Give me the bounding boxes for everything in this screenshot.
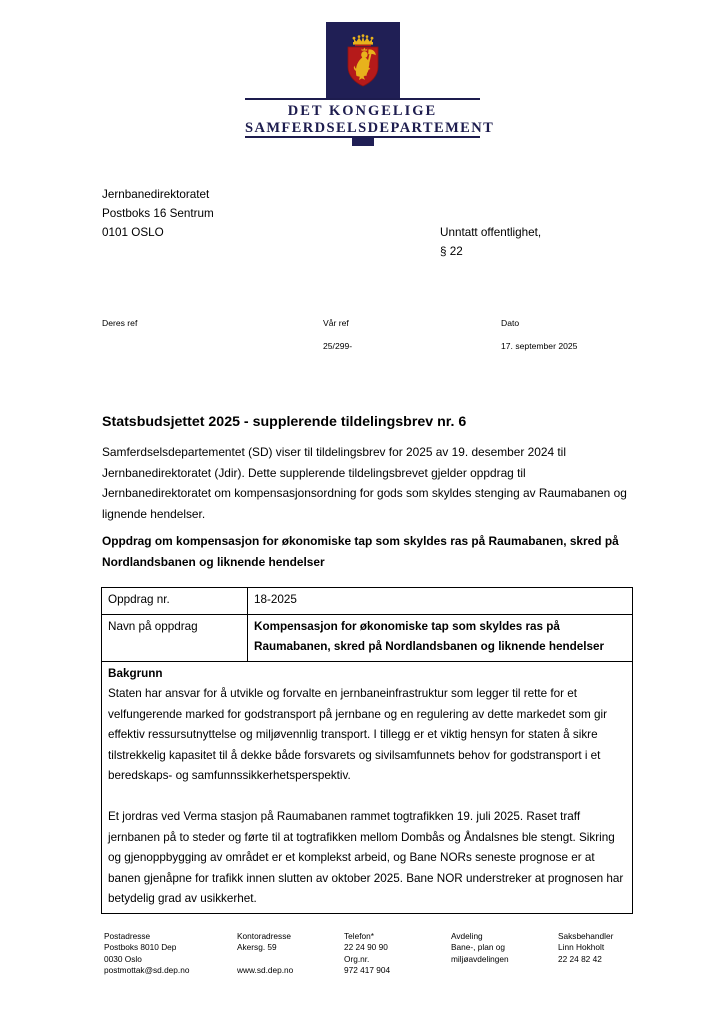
footer-telephone [344, 931, 390, 977]
oppdrag-navn-label: Navn på oppdrag [102, 614, 248, 661]
footer-col2-head: Kontoradresse [237, 931, 291, 941]
exemption-note [440, 223, 541, 261]
bakgrunn-heading: Bakgrunn [108, 666, 163, 680]
bakgrunn-paragraph-2: Et jordras ved Verma stasjon på Raumabanen rammet togtrafikken 19. juli 2025. Raset traff jernbanen på to steder og førte til at togtrafikken mellom Dombås og Åndalsnes ble stengt. Sikring og gjenoppbygging av området er et komplekst arbeid, og Bane NORs seneste prognose er at banen gjenåpne for trafikk innen slutten av oktober 2025. Bane NOR understreker at prognosen har betydelig grad av usikkerhet. [108, 810, 624, 905]
recipient-address [102, 185, 214, 242]
footer-office-address [237, 931, 293, 977]
page-title: Statsbudsjettet 2025 - supplerende tildelingsbrev nr. 6 [102, 414, 467, 430]
footer-col4-head: Avdeling [451, 931, 483, 941]
footer-col1-email[interactable]: postmottak@sd.dep.no [104, 965, 190, 976]
footer-col3-orgnr-value: 972 417 904 [344, 965, 391, 976]
ministry-wordmark [245, 98, 495, 138]
wordmark-rule-bottom [245, 136, 480, 138]
intro-paragraph: Samferdselsdepartementet (SD) viser til tildelingsbrev for 2025 av 19. desember 2024 til Jernbanedirektoratet (Jdir). Dette supplerende tildelingsbrevet gjelder oppdrag til Jernbanedirektoratet om kompensasjonsordning for gods som skyldes stenging av Raumabanen og lignende hendelser. [102, 445, 627, 521]
table-row [102, 614, 633, 661]
table-row [102, 588, 633, 615]
footer-postal-address [104, 931, 189, 977]
deres-ref-column [102, 318, 137, 341]
footer-department [451, 931, 509, 965]
footer-col2-line1: Akersg. 59 [237, 942, 277, 953]
oppdrag-nr-label: Oppdrag nr. [102, 588, 248, 615]
table-row [102, 661, 633, 913]
footer-col5-phone: 22 24 82 42 [558, 953, 602, 964]
ministry-crest [326, 22, 400, 100]
assignment-subtitle: Oppdrag om kompensasjon for økonomiske tap som skyldes ras på Raumabanen, skred på Nordlandsbanen og liknende hendelser [102, 534, 619, 569]
footer-col3-orgnr-label: Org.nr. [344, 953, 370, 964]
var-ref-column [323, 318, 352, 352]
oppdrag-navn-value: Kompensasjon for økonomiske tap som skyldes ras på Raumabanen, skred på Nordlandsbanen og liknende hendelser [248, 614, 633, 661]
recipient-city: 0101 OSLO [102, 226, 164, 239]
letterhead [0, 22, 725, 146]
var-ref-value: 25/299- [323, 341, 353, 351]
dato-label: Dato [501, 318, 520, 328]
footer-col5-name: Linn Hokholt [558, 942, 605, 953]
crest-tab [352, 138, 374, 146]
coat-of-arms-icon [342, 34, 384, 88]
recipient-street: Postboks 16 Sentrum [102, 207, 214, 220]
bakgrunn-cell [102, 661, 633, 913]
var-ref-label: Vår ref [323, 318, 349, 328]
footer-col1-line1: Postboks 8010 Dep [104, 942, 177, 953]
dato-column [501, 318, 577, 352]
assignment-table [101, 587, 633, 914]
recipient-name: Jernbanedirektoratet [102, 188, 210, 201]
footer-col3-phone: 22 24 90 90 [344, 942, 388, 953]
footer-col5-head: Saksbehandler [558, 931, 614, 941]
footer-col1-line2: 0030 Oslo [104, 953, 142, 964]
oppdrag-nr-value: 18-2025 [248, 588, 633, 615]
dato-value: 17. september 2025 [501, 341, 578, 351]
wordmark-rule-top [245, 98, 480, 100]
exemption-line-1: Unntatt offentlighet, [440, 226, 542, 239]
footer-col3-head: Telefon* [344, 931, 374, 941]
footer-col2-website[interactable]: www.sd.dep.no [237, 965, 294, 976]
footer-col4-line1: Bane-, plan og [451, 942, 505, 953]
bakgrunn-paragraph-1: Staten har ansvar for å utvikle og forvalte en jernbaneinfrastruktur som legger til rette for et velfungerende marked for godstransport på jernbane og en regulering av dette markedet som gir effektiv ressursutnyttelse og miljøvennlig transport. I tillegg er et viktig hensyn for staten å sikre tilstrekkelig kapasitet til å dekke både forsvarets og sivilsamfunnets behov for godstransport i et beredskaps- og samfunnssikkerhetsperspektiv. [108, 687, 607, 782]
deres-ref-label: Deres ref [102, 318, 138, 328]
wordmark-line-2: SAMFERDSELSDEPARTEMENT [245, 120, 495, 136]
footer-case-handler [558, 931, 613, 965]
wordmark-line-1: DET KONGELIGE [287, 103, 438, 119]
footer-col1-head: Postadresse [104, 931, 151, 941]
footer-col4-line2: miljøavdelingen [451, 953, 509, 964]
exemption-paragraph-ref: § 22 [440, 245, 463, 258]
